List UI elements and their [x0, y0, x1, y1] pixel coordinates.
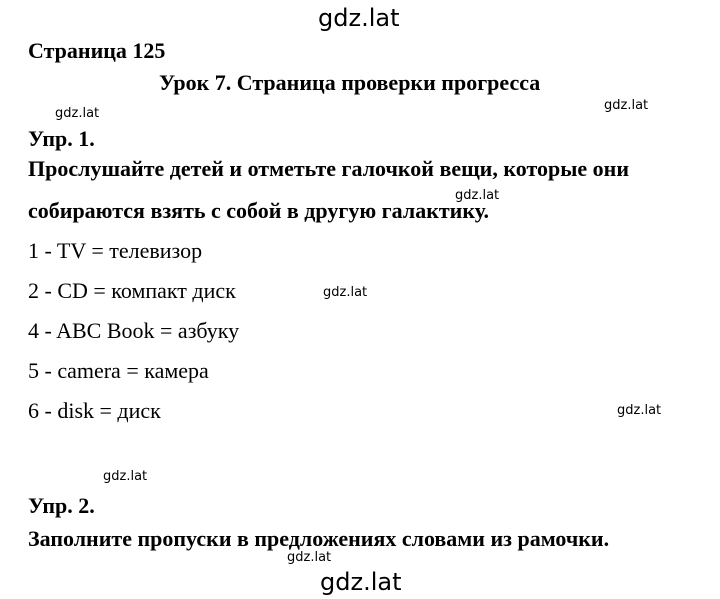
page-label: Страница 125	[28, 38, 166, 63]
lesson-title: Урок 7. Страница проверки прогресса	[159, 70, 541, 95]
watermark-left: gdz.lat	[103, 469, 148, 484]
watermark-mid: gdz.lat	[287, 550, 332, 565]
ex1-heading: Упр. 1.	[28, 126, 95, 151]
list-item: 4 - ABC Book = азбуку	[28, 318, 240, 343]
watermark-left: gdz.lat	[55, 106, 100, 121]
watermark-top: gdz.lat	[318, 4, 400, 32]
watermark-mid: gdz.lat	[323, 285, 368, 300]
watermark-right: gdz.lat	[617, 403, 662, 418]
watermark-bottom: gdz.lat	[320, 568, 402, 596]
ex1-instruction-line1: Прослушайте детей и отметьте галочкой вещи, которые они	[28, 156, 629, 181]
list-item: 5 - camera = камера	[28, 358, 209, 383]
watermark-right: gdz.lat	[604, 98, 649, 113]
list-item: 1 - TV = телевизор	[28, 238, 203, 263]
ex2-heading: Упр. 2.	[28, 493, 95, 518]
list-item: 6 - disk = диск	[28, 398, 161, 423]
list-item: 2 - CD = компакт диск	[28, 278, 236, 303]
ex2-instruction: Заполните пропуски в предложениях словами из рамочки.	[28, 526, 610, 551]
watermark-mid: gdz.lat	[455, 188, 500, 203]
ex1-instruction-line2: собираются взять с собой в другую галактику.	[28, 198, 490, 223]
